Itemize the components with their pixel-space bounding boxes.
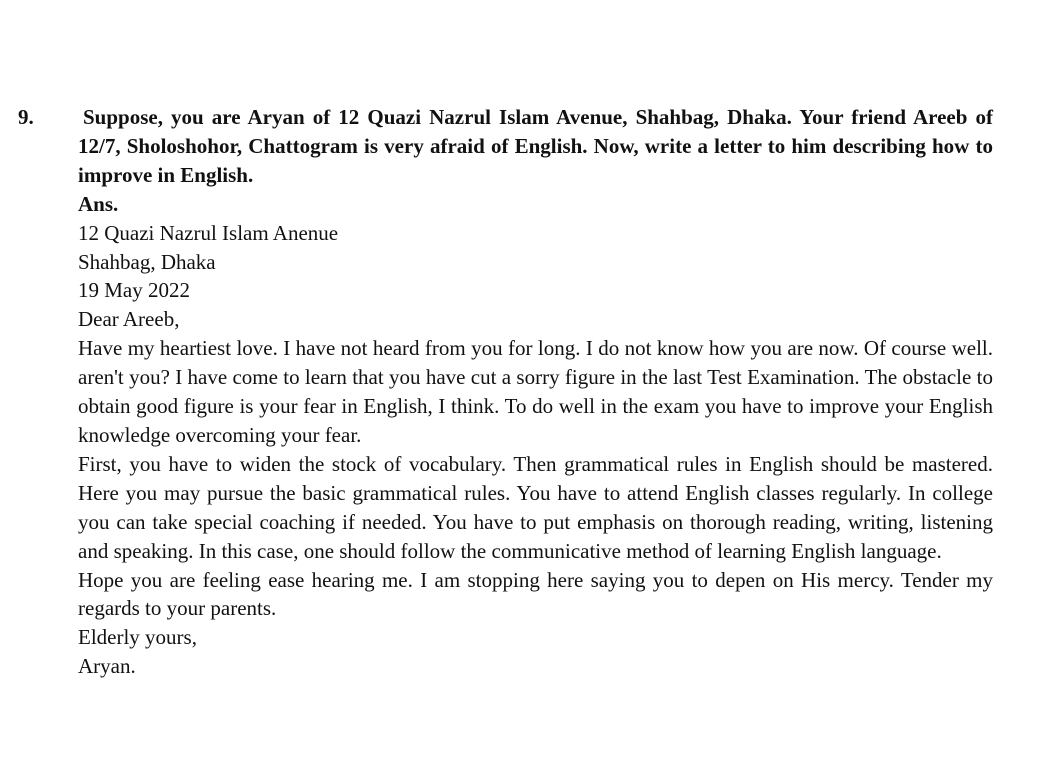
answer-label: Ans. [78, 191, 119, 216]
sender-address-line2: Shahbag, Dhaka [78, 249, 216, 274]
sender-address-line1: 12 Quazi Nazrul Islam Anenue [78, 220, 339, 245]
letter-paragraph-3: Hope you are feeling ease hearing me. I am stopping here saying you to depen on His mercy. Tender my regards to your parents. [78, 567, 993, 621]
letter-salutation: Dear Areeb, [78, 307, 180, 332]
question-block [78, 103, 993, 681]
letter-paragraph-1: Have my heartiest love. I have not heard from you for long. I do not know how you are now. Of course well. aren't you? I have come to learn that you have cut a sorry figure in the last Test Examination. The obstacle to obtain good figure is your fear in English, I think. To do well in the exam you have to improve your English knowledge overcoming your fear. [78, 336, 993, 447]
letter-paragraph-2: First, you have to widen the stock of vocabulary. Then grammatical rules in English should be mastered. Here you may pursue the basic grammatical rules. You have to attend English classes regularly. In college you can take special coaching if needed. You have to put emphasis on thorough reading, writing, listening and speaking. In this case, one should follow the communicative method of learning English language. [78, 451, 993, 563]
letter-date: 19 May 2022 [78, 278, 190, 303]
letter-closing: Elderly yours, [78, 625, 197, 650]
question-text: Suppose, you are Aryan of 12 Quazi Nazrul Islam Avenue, Shahbag, Dhaka. Your friend Areeb of 12/7, Sholoshohor, Chattogram is very afraid of English. Now, write a letter to him describing how to improve in English. [78, 105, 993, 187]
question-number: 9. [18, 105, 34, 129]
letter-signature: Aryan. [78, 654, 136, 679]
